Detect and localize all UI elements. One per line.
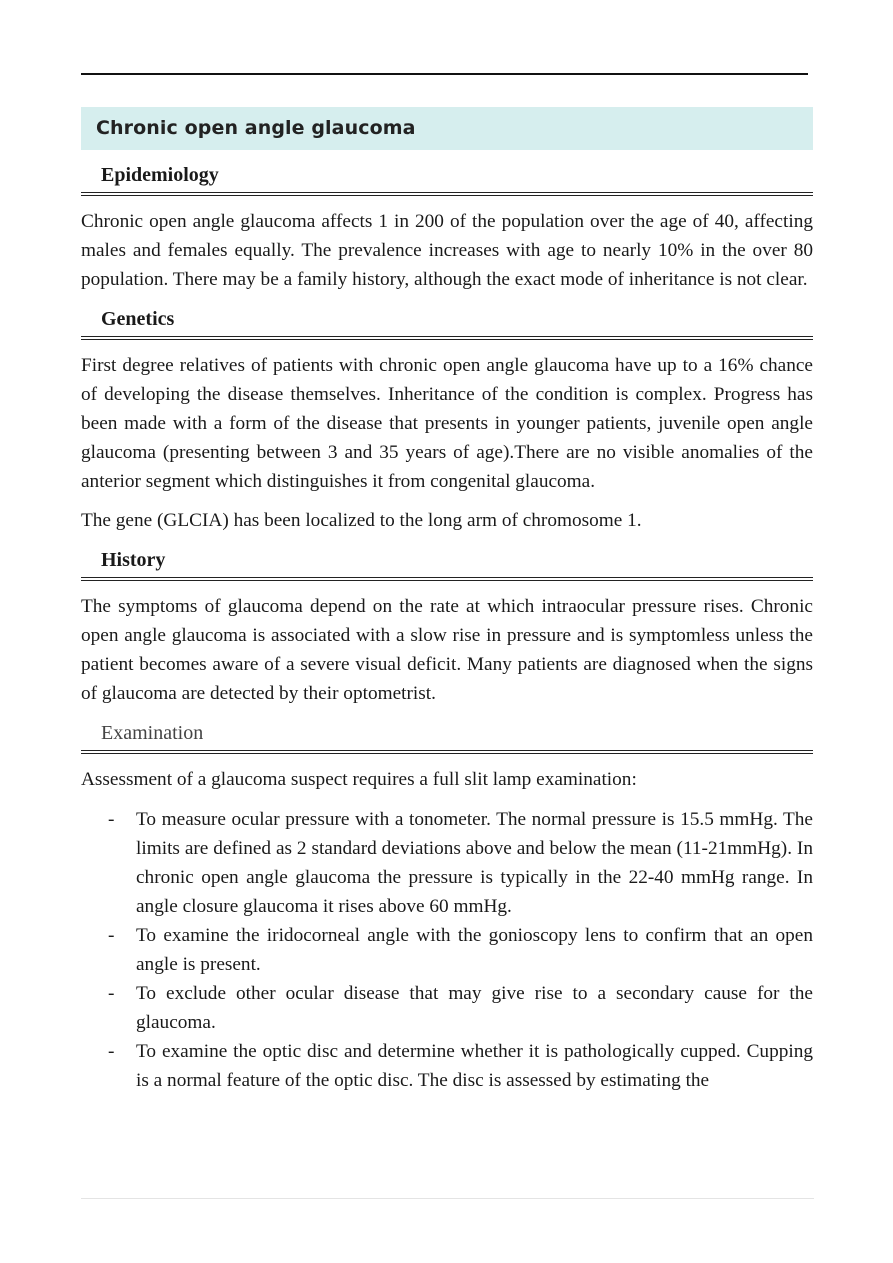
bullet-dash: -	[108, 1041, 115, 1062]
list-item	[81, 921, 813, 979]
examination-paragraph: Assessment of a glaucoma suspect requires a full slit lamp examination:	[81, 769, 637, 790]
section-heading-history: History	[81, 548, 813, 581]
list-item-text: To examine the iridocorneal angle with the gonioscopy lens to confirm that an open angle is present.	[136, 925, 813, 975]
bottom-rule	[81, 1198, 814, 1199]
genetics-paragraph-2: The gene (GLCIA) has been localized to the long arm of chromosome 1.	[81, 510, 642, 531]
bullet-dash: -	[108, 809, 115, 830]
epidemiology-paragraph: Chronic open angle glaucoma affects 1 in 200 of the population over the age of 40, affecting males and females equally. The prevalence increases with age to nearly 10% in the over 80 population. There may be a family history, although the exact mode of inheritance is not clear.	[81, 211, 813, 290]
list-item	[81, 1037, 813, 1095]
list-item-text: To measure ocular pressure with a tonometer. The normal pressure is 15.5 mmHg. The limits are defined as 2 standard deviations above and below the mean (11-21mmHg). In chronic open angle glaucoma the pressure is typically in the 22-40 mmHg range. In angle closure glaucoma it rises above 60 mmHg.	[136, 809, 813, 917]
genetics-paragraph-1: First degree relatives of patients with chronic open angle glaucoma have up to a 16% chance of developing the disease themselves. Inheritance of the condition is complex. Progress has been made with a form of the disease that presents in younger patients, juvenile open angle glaucoma (presenting between 3 and 35 years of age).There are no visible anomalies of the anterior segment which distinguishes it from congenital glaucoma.	[81, 355, 813, 492]
bullet-dash: -	[108, 983, 115, 1004]
list-item-text: To examine the optic disc and determine whether it is pathologically cupped. Cupping is a normal feature of the optic disc. The disc is assessed by estimating the	[136, 1041, 813, 1091]
page-content	[81, 107, 813, 1095]
list-item	[81, 805, 813, 921]
list-item	[81, 979, 813, 1037]
list-item-text: To exclude other ocular disease that may give rise to a secondary cause for the glaucoma.	[136, 983, 813, 1033]
top-rule	[81, 73, 808, 75]
chapter-title: Chronic open angle glaucoma	[81, 107, 813, 150]
bullet-dash: -	[108, 925, 115, 946]
section-heading-genetics: Genetics	[81, 307, 813, 340]
section-heading-epidemiology: Epidemiology	[81, 163, 813, 196]
examination-list	[81, 805, 813, 1095]
section-heading-examination: Examination	[81, 721, 813, 754]
history-paragraph: The symptoms of glaucoma depend on the rate at which intraocular pressure rises. Chronic open angle glaucoma is associated with a slow rise in pressure and is symptomless unless the patient becomes aware of a severe visual deficit. Many patients are diagnosed when the signs of glaucoma are detected by their optometrist.	[81, 596, 813, 704]
